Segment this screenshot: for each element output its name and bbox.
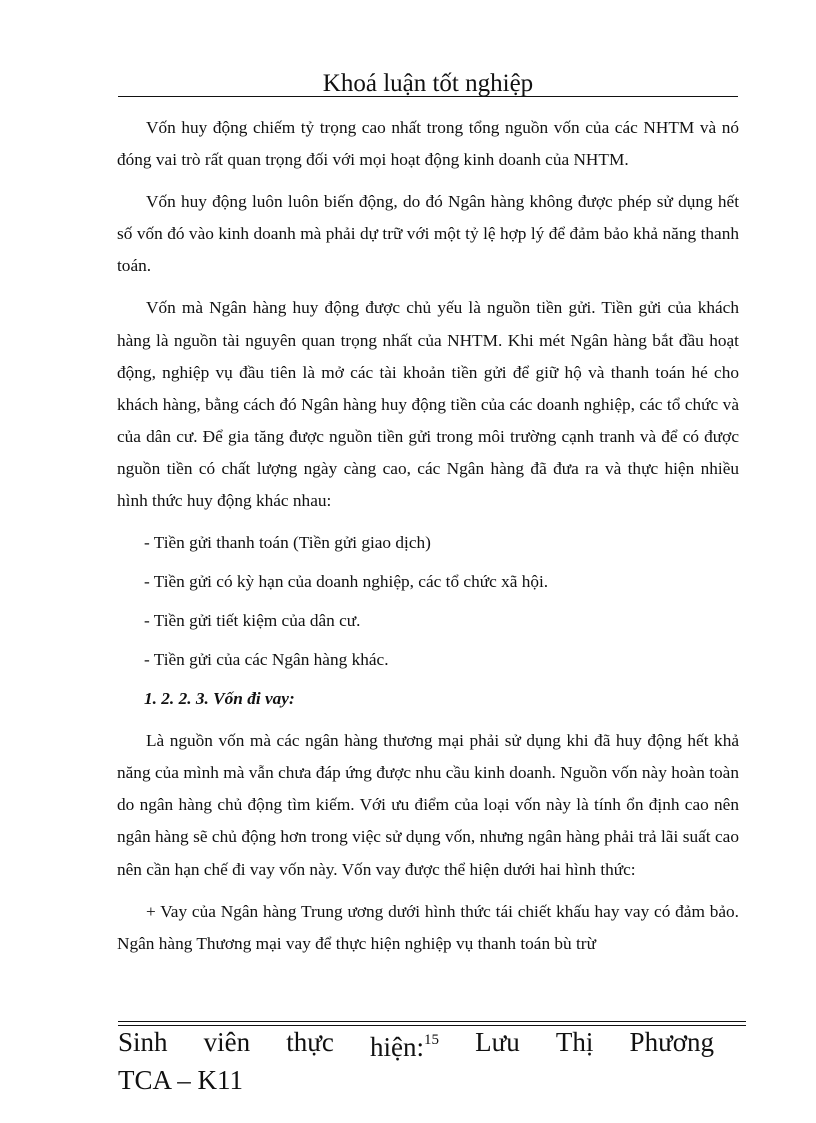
footer-author-line <box>118 1026 714 1064</box>
section-heading: 1. 2. 2. 3. Vốn đi vay: <box>144 689 295 709</box>
list-item: - Tiền gửi của các Ngân hàng khác. <box>144 650 389 670</box>
paragraph: Vốn huy động luôn luôn biến động, do đó Ngân hàng không được phép sử dụng hết số vốn đó vào kinh doanh mà phải dự trữ với một tỷ lệ hợp lý để đảm bảo khả năng thanh toán. <box>117 192 739 276</box>
footer-rule <box>118 1021 746 1022</box>
paragraph: + Vay của Ngân hàng Trung ương dưới hình thức tái chiết khấu hay vay có đảm bảo. Ngân hàng Thương mại vay để thực hiện nghiệp vụ thanh toán bù trừ <box>117 901 739 953</box>
footer-word-with-page <box>370 1026 439 1064</box>
footer-class-line: TCA – K11 <box>118 1065 244 1095</box>
paragraph: Vốn huy động chiếm tỷ trọng cao nhất trong tổng nguồn vốn của các NHTM và nó đóng vai trò rất quan trọng đối với mọi hoạt động kinh doanh của NHTM. <box>117 118 739 170</box>
paragraph: Là nguồn vốn mà các ngân hàng thương mại phải sử dụng khi đã huy động hết khả năng của mình mà vẫn chưa đáp ứng được nhu cầu kinh doanh. Nguồn vốn này hoàn toàn do ngân hàng chủ động tìm kiếm. Với ưu điểm của loại vốn này là tính ổn định cao nên ngân hàng sẽ chủ động hơn trong việc sử dụng vốn, nhưng ngân hàng phải trả lãi suất cao nên cần hạn chế đi vay vốn này. Vốn vay được thể hiện dưới hai hình thức: <box>117 731 739 879</box>
document-body <box>117 112 739 960</box>
footer-word: thực <box>286 1027 334 1057</box>
list-item: - Tiền gửi thanh toán (Tiền gửi giao dịch) <box>144 533 431 553</box>
header-title: Khoá luận tốt nghiệp <box>322 70 534 97</box>
list-item: - Tiền gửi có kỳ hạn của doanh nghiệp, các tổ chức xã hội. <box>144 572 549 592</box>
header-rule <box>118 96 738 97</box>
paragraph: Vốn mà Ngân hàng huy động được chủ yếu là nguồn tiền gửi. Tiền gửi của khách hàng là nguồn tài nguyên quan trọng nhất của NHTM. Khi mét Ngân hàng bắt đầu hoạt động, nghiệp vụ đầu tiên là mở các tài khoản tiền gửi để giữ hộ và thanh toán hé cho khách hàng, bằng cách đó Ngân hàng huy động tiền của các doanh nghiệp, các tổ chức và của dân cư. Để gia tăng được nguồn tiền gửi trong môi trường cạnh tranh và để có được nguồn tiền có chất lượng ngày càng cao, các Ngân hàng đã đưa ra và thực hiện nhiều hình thức huy động khác nhau: <box>117 298 739 511</box>
footer-word: hiện: <box>370 1032 425 1062</box>
footer-word: Lưu <box>475 1027 520 1057</box>
footer-word: Sinh <box>118 1027 168 1057</box>
deposit-types-list <box>117 527 739 676</box>
list-item: - Tiền gửi tiết kiệm của dân cư. <box>144 611 361 631</box>
footer-word: Phương <box>629 1027 714 1057</box>
page-footer <box>118 1026 714 1097</box>
footer-word: viên <box>203 1027 251 1057</box>
page-number: 15 <box>424 1032 440 1048</box>
footer-word: Thị <box>555 1027 594 1057</box>
